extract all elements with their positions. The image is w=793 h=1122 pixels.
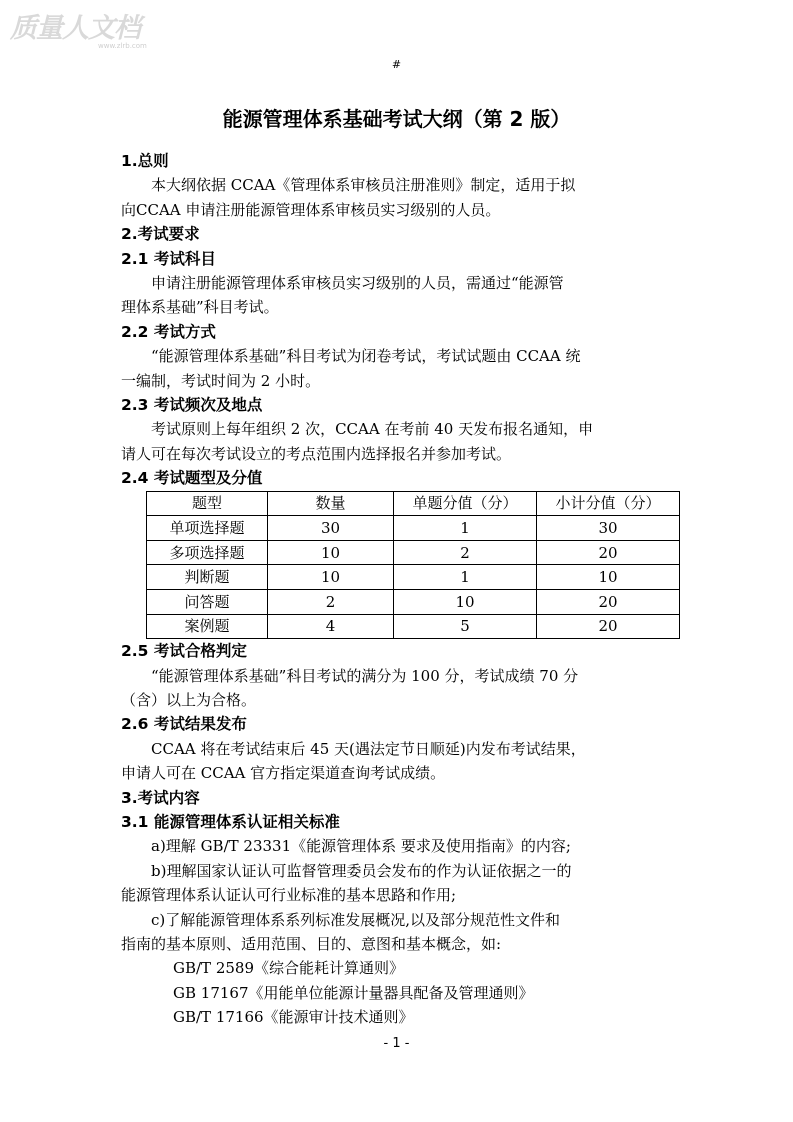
table-row — [147, 614, 680, 639]
section-1-line-1: 本大纲依据 CCAA《管理体系审核员注册准则》制定，适用于拟 — [151, 176, 576, 195]
table-cell: 10 — [268, 540, 394, 565]
table-header-cell: 数量 — [268, 491, 394, 516]
table-cell: 10 — [268, 565, 394, 590]
table-cell: 10 — [537, 565, 680, 590]
table-cell: 20 — [537, 540, 680, 565]
section-3-1-heading: 3.1 能源管理体系认证相关标准 — [121, 812, 340, 831]
section-2-4-heading: 2.4 考试题型及分值 — [121, 469, 263, 488]
table-cell: 30 — [537, 516, 680, 541]
section-2-6-line-2: 申请人可在 CCAA 官方指定渠道查询考试成绩。 — [121, 764, 446, 783]
section-2-3-line-2: 请人可在每次考试设立的考点范围内选择报名并参加考试。 — [121, 444, 512, 463]
section-3-1-line-6: GB/T 2589《综合能耗计算通则》 — [173, 959, 405, 978]
score-table — [146, 491, 680, 640]
section-2-3-line-1: 考试原则上每年组织 2 次，CCAA 在考前 40 天发布报名通知，申 — [151, 420, 594, 439]
section-2-5-heading: 2.5 考试合格判定 — [121, 642, 247, 661]
page-number: - 1 - — [383, 1036, 410, 1051]
section-3-1-line-3: 能源管理体系认证认可行业标准的基本思路和作用; — [121, 886, 457, 905]
section-2-6-line-1: CCAA 将在考试结束后 45 天(遇法定节日顺延)内发布考试结果， — [151, 739, 586, 758]
table-cell: 2 — [268, 589, 394, 614]
section-1-heading: 1.总则 — [121, 152, 169, 170]
section-2-2-heading: 2.2 考试方式 — [121, 322, 216, 341]
section-3-1-line-8: GB/T 17166《能源审计技术通则》 — [173, 1008, 414, 1027]
watermark-text: 质量人文档 — [10, 13, 140, 44]
table-cell: 4 — [268, 614, 394, 639]
section-2-6-heading: 2.6 考试结果发布 — [121, 715, 247, 734]
table-cell: 30 — [268, 516, 394, 541]
table-cell: 20 — [537, 589, 680, 614]
table-cell: 5 — [394, 614, 537, 639]
document-title: 能源管理体系基础考试大纲（第 2 版） — [222, 107, 571, 131]
table-cell: 判断题 — [147, 565, 268, 590]
section-2-1-line-2: 理体系基础”科目考试。 — [121, 298, 279, 317]
table-cell: 20 — [537, 614, 680, 639]
header-mark: # — [391, 58, 402, 71]
document-body — [121, 149, 683, 1030]
table-cell: 多项选择题 — [147, 540, 268, 565]
table-row — [147, 565, 680, 590]
section-2-5-line-1: “能源管理体系基础”科目考试的满分为 100 分，考试成绩 70 分 — [151, 666, 579, 685]
table-row — [147, 516, 680, 541]
section-2-2-line-1: “能源管理体系基础”科目考试为闭卷考试，考试试题由 CCAA 统 — [151, 347, 581, 366]
watermark-logo — [10, 13, 147, 50]
section-3-1-line-4: c)了解能源管理体系系列标准发展概况,以及部分规范性文件和 — [151, 910, 561, 929]
table-cell: 2 — [394, 540, 537, 565]
section-2-3-heading: 2.3 考试频次及地点 — [121, 396, 263, 414]
section-3-1-line-7: GB 17167《用能单位能源计量器具配备及管理通则》 — [173, 983, 534, 1002]
section-2-5-line-2: （含）以上为合格。 — [121, 690, 257, 709]
table-cell: 问答题 — [147, 589, 268, 614]
section-1-line-2: 向CCAA 申请注册能源管理体系审核员实习级别的人员。 — [121, 200, 501, 219]
section-2-1-line-1: 申请注册能源管理体系审核员实习级别的人员，需通过“能源管 — [151, 273, 564, 292]
table-row — [147, 589, 680, 614]
section-2-2-line-2: 一编制，考试时间为 2 小时。 — [121, 371, 321, 390]
table-header-row — [147, 491, 680, 516]
table-cell: 案例题 — [147, 614, 268, 639]
watermark-url: www.zlrb.com — [98, 42, 147, 50]
table-cell: 1 — [394, 516, 537, 541]
table-header-cell: 单题分值（分） — [394, 491, 537, 516]
table-cell: 单项选择题 — [147, 516, 268, 541]
section-3-1-line-5: 指南的基本原则、适用范围、目的、意图和基本概念，如: — [121, 934, 502, 953]
table-header-cell: 小计分值（分） — [537, 491, 680, 516]
section-3-1-line-1: a)理解 GB/T 23331《能源管理体系 要求及使用指南》的内容; — [151, 837, 571, 856]
section-2-heading: 2.考试要求 — [121, 225, 200, 244]
table-row — [147, 540, 680, 565]
table-cell: 10 — [394, 589, 537, 614]
section-3-heading: 3.考试内容 — [121, 788, 200, 807]
section-3-1-line-2: b)理解国家认证认可监督管理委员会发布的作为认证依据之一的 — [151, 861, 572, 880]
table-header-cell: 题型 — [147, 491, 268, 516]
table-cell: 1 — [394, 565, 537, 590]
section-2-1-heading: 2.1 考试科目 — [121, 249, 216, 268]
